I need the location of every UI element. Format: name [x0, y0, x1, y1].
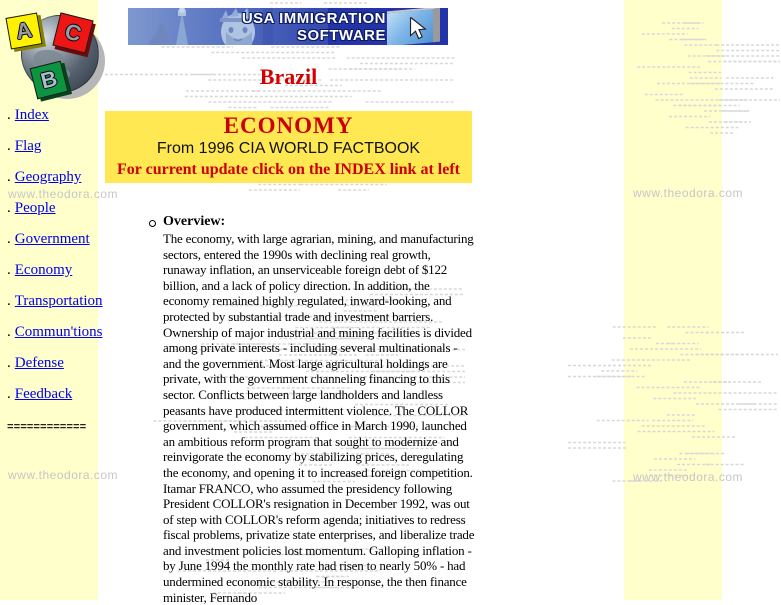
overview-paragraph: The economy, with large agrarian, mining, and manufacturing sectors, entered the 1990s with declining real growth, runaway inflation, an unserviceable foreign debt of $122 billion, and a lack of policy direction. In addition, the economy remained highly regulated, inward-looking, and protected by substantial trade and investment barriers. Ownership of major industrial and mining facilities is divided among private interests - including several multinationals - and the government. Most large agricultural holdings are private, with the government channeling financing to this sector. Conflicts between large landholders and landless peasants have produced intermittent violence. The COLLOR government, which assumed office in March 1990, launched an ambitious reform program that sought to modernize and reinvigorate the economy by stabilizing prices, deregulating the economy, and opening it to increased foreign competition. Itamar FRANCO, who assumed the presidency following President COLLOR's resignation in December 1992, was out of step with COLLOR's reform agenda; initiatives to redress fiscal problems, privatize state enterprises, and liberalize trade and investment policies lost momentum. Galloping inflation - by June 1994 the monthly rate had risen to nearly 50% - had undermined economic stability. In response, the then finance minister, Fernando — [163, 231, 475, 605]
circle-bullet-icon — [149, 220, 156, 227]
sidebar-nav — [7, 106, 103, 416]
theodora-watermark: www.theodora.com — [8, 187, 119, 201]
nav-bullet: . — [7, 200, 11, 216]
sidebar-item-transportation[interactable] — [7, 292, 103, 310]
sidebar-item-communications[interactable] — [7, 323, 103, 341]
cursor-icon — [409, 16, 429, 42]
nav-bullet: . — [7, 324, 11, 340]
sidebar-item-feedback[interactable] — [7, 385, 103, 403]
economy-title: ECONOMY — [223, 113, 354, 138]
sidebar-item-defense[interactable] — [7, 354, 103, 372]
nav-bullet: . — [7, 107, 11, 123]
sidebar-item-people[interactable] — [7, 199, 103, 217]
sidebar-link-defense[interactable]: Defense — [14, 355, 64, 371]
theodora-watermark: www.theodora.com — [633, 470, 744, 484]
sidebar-link-geography[interactable]: Geography — [14, 169, 82, 185]
sidebar-link-communications[interactable]: Commun'tions — [14, 324, 103, 340]
economy-update-note: For current update click on the INDEX link at left — [117, 161, 460, 178]
theodora-watermark: www.theodora.com — [8, 468, 119, 482]
sidebar-item-flag[interactable] — [7, 137, 103, 155]
abc-blocks-logo[interactable] — [4, 4, 104, 104]
block-c-icon: C — [52, 12, 93, 53]
block-a-icon: A — [5, 12, 42, 49]
usa-immigration-banner[interactable] — [128, 8, 448, 45]
sidebar-link-economy[interactable]: Economy — [14, 262, 73, 278]
sidebar-link-flag[interactable]: Flag — [14, 138, 42, 154]
sidebar-item-geography[interactable] — [7, 168, 103, 186]
nav-bullet: . — [7, 262, 11, 278]
banner-text — [242, 10, 386, 44]
nav-bullet: . — [7, 231, 11, 247]
sidebar-link-government[interactable]: Government — [14, 231, 90, 247]
nav-bullet: . — [7, 293, 11, 309]
banner-line1: USA IMMIGRATION — [241, 10, 386, 27]
sidebar-link-people[interactable]: People — [14, 200, 56, 216]
page-title: Brazil — [259, 64, 318, 89]
theodora-watermark: www.theodora.com — [633, 186, 744, 200]
overview-label: Overview: — [163, 214, 226, 229]
nav-bullet: . — [7, 386, 11, 402]
economy-header-box — [105, 111, 472, 183]
sidebar-item-index[interactable] — [7, 106, 103, 124]
overview-section — [147, 214, 477, 605]
economy-subtitle: From 1996 CIA WORLD FACTBOOK — [156, 140, 421, 157]
screen-icon — [387, 8, 440, 45]
sidebar-divider: ============ — [7, 422, 87, 434]
nav-bullet: . — [7, 138, 11, 154]
block-b-icon: B — [30, 61, 69, 100]
sidebar-item-government[interactable] — [7, 230, 103, 248]
sidebar-link-transportation[interactable]: Transportation — [14, 293, 103, 309]
sidebar-link-feedback[interactable]: Feedback — [14, 386, 73, 402]
nav-bullet: . — [7, 169, 11, 185]
sidebar-item-economy[interactable] — [7, 261, 103, 279]
sidebar-link-index[interactable]: Index — [14, 107, 49, 123]
banner-line2: SOFTWARE — [297, 27, 386, 44]
nav-bullet: . — [7, 355, 11, 371]
